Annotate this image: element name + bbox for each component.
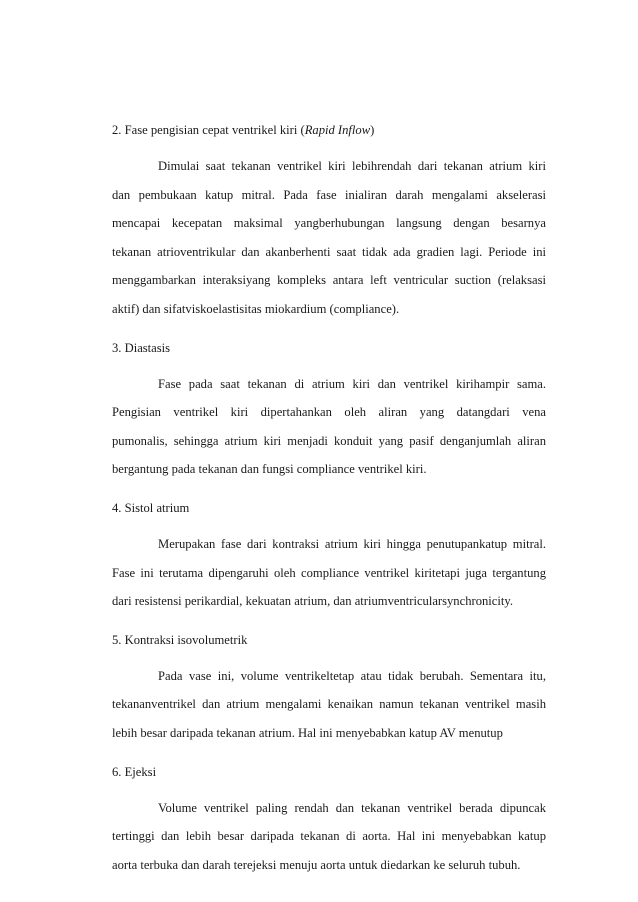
paragraph-line: Pada vase ini, volume ventrikeltetap atau tidak berubah. Sementara itu, <box>158 668 546 683</box>
paragraph-line: tekanan atrioventrikular dan akanberhenti saat tidak ada gradien lagi. Periode ini <box>112 244 546 259</box>
section-heading-sistol-atrium: 4. Sistol atrium <box>112 500 190 515</box>
paragraph-line: Merupakan fase dari kontraksi atrium kiri hingga penutupankatup mitral. <box>158 536 546 551</box>
paragraph-line: dan pembukaan katup mitral. Pada fase inialiran darah mengalami akselerasi <box>112 187 546 202</box>
paragraph-line: Dimulai saat tekanan ventrikel kiri lebihrendah dari tekanan atrium kiri <box>158 159 546 173</box>
paragraph-line: tekananventrikel dan atrium mengalami kenaikan namun tekanan ventrikel masih <box>112 697 546 712</box>
paragraph-line: mencapai kecepatan maksimal yangberhubungan langsung dengan besarnya <box>112 216 546 231</box>
paragraph-ejeksi <box>112 794 546 880</box>
paragraph-line: Fase pada saat tekanan di atrium kiri dan ventrikel kirihampir sama. <box>158 376 546 391</box>
paragraph-line: lebih besar daripada tekanan atrium. Hal ini menyebabkan katup AV menutup <box>112 725 503 740</box>
section-heading-diastasis: 3. Diastasis <box>112 340 171 355</box>
paragraph-sistol-atrium <box>112 530 546 616</box>
section-heading-kontraksi-isovolumetrik: 5. Kontraksi isovolumetrik <box>112 632 248 647</box>
paragraph-kontraksi-isovolumetrik <box>112 662 546 748</box>
paragraph-line: aorta terbuka dan darah terejeksi menuju aorta untuk diedarkan ke seluruh tubuh. <box>112 857 521 872</box>
paragraph-line: Pengisian ventrikel kiri dipertahankan oleh aliran yang datangdari vena <box>112 405 546 420</box>
heading-text-suffix: ) <box>370 123 375 137</box>
paragraph-rapid-inflow <box>112 152 546 324</box>
heading-italic-text: Rapid Inflow <box>304 123 371 137</box>
paragraph-line: pumonalis, sehingga atrium kiri menjadi konduit yang pasif denganjumlah aliran <box>112 433 546 448</box>
section-heading-rapid-inflow <box>112 120 546 140</box>
heading-text: 2. Fase pengisian cepat ventrikel kiri ( <box>112 123 305 137</box>
paragraph-line: bergantung pada tekanan dan fungsi compliance ventrikel kiri. <box>112 462 427 477</box>
paragraph-line: tertinggi dan lebih besar daripada tekanan di aorta. Hal ini menyebabkan katup <box>112 829 546 844</box>
document-body <box>112 120 546 893</box>
paragraph-line: menggambarkan interaksiyang kompleks antara left ventricular suction (relaksasi <box>112 273 546 288</box>
paragraph-line: dari resistensi perikardial, kekuatan atrium, dan atriumventricularsynchronicity. <box>112 594 513 609</box>
section-heading-ejeksi: 6. Ejeksi <box>112 764 157 779</box>
paragraph-line: Volume ventrikel paling rendah dan tekanan ventrikel berada dipuncak <box>158 800 546 815</box>
paragraph-diastasis <box>112 370 546 484</box>
paragraph-line: Fase ini terutama dipengaruhi oleh compliance ventrikel kiritetapi juga tergantung <box>112 565 546 580</box>
paragraph-line: aktif) dan sifatviskoelastisitas miokardium (compliance). <box>112 301 400 316</box>
